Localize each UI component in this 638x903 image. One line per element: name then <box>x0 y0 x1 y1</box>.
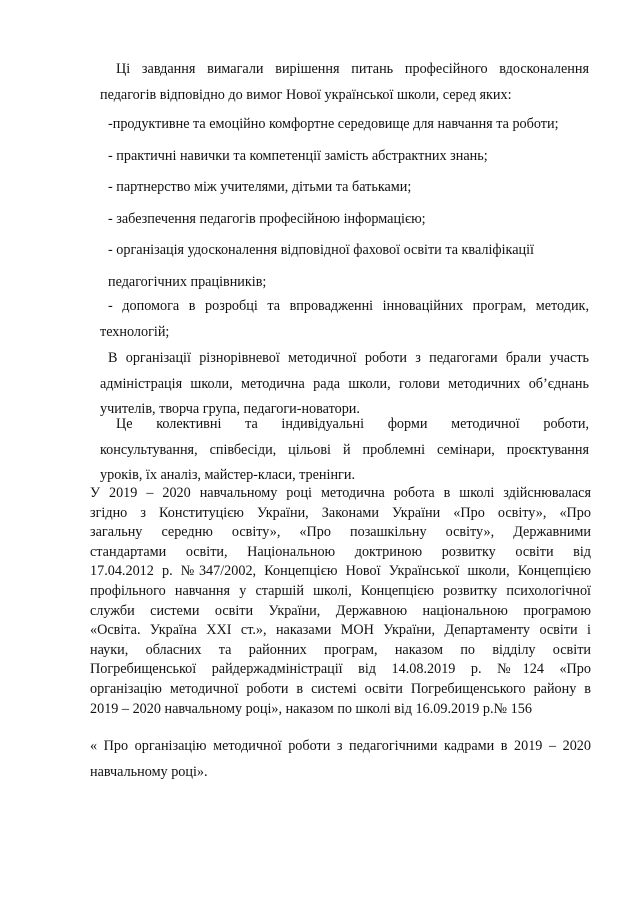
list-item: - забезпечення педагогів професійною інформацією; <box>108 210 426 227</box>
text-line: Це колективні та індивідуальні форми методичної роботи, <box>116 416 589 432</box>
text-line: В організації різнорівневої методичної роботи з педагогами брали участь <box>108 350 589 366</box>
list-item: - організація удосконалення відповідної фахової освіти та кваліфікації <box>108 242 534 258</box>
paragraph-forms <box>100 412 589 489</box>
list-item: - практичні навички та компетенції замість абстрактних знань; <box>108 147 488 164</box>
text-line: У 2019 – 2020 навчальному році методична робота в школі здійснювалася <box>90 485 591 501</box>
text-line: навчальному році». <box>90 763 208 780</box>
list-item: -продуктивне та емоційно комфортне середовище для навчання та роботи; <box>108 116 559 132</box>
list-item-continuation: педагогічних працівників; <box>108 273 267 290</box>
list-item-last <box>100 294 589 345</box>
text-line: стандартами освіти, Національною доктриною розвитку освіти від <box>90 543 591 560</box>
text-line: згідно з Конституцією України, Законами України «Про освіту», «Про <box>90 504 591 521</box>
text-line: уроків, їх аналіз, майстер-класи, тренінги. <box>100 467 356 484</box>
text-line: 17.04.2012 р. №347/2002, Концепцією Нової Української школи, Концепцією <box>90 563 591 580</box>
text-line: - допомога в розробці та впровадженні інноваційних програм, методик, <box>108 298 589 314</box>
text-line: адміністрація школи, методична рада школи, голови методичних об’єднань <box>100 375 589 392</box>
text-line: Погребищенської райдержадміністрації від 14.08.2019 р. №124 «Про <box>90 661 591 678</box>
text-line: «Освіта. Україна XXI ст.», наказами МОН України, Департаменту освіти і <box>90 622 591 639</box>
list-item: - партнерство між учителями, дітьми та батьками; <box>108 179 412 195</box>
text-line: педагогів відповідно до вимог Нової української школи, серед яких: <box>100 86 512 103</box>
paragraph-order-title <box>90 734 591 785</box>
text-line: профільного навчання у старшій школі, Концепцією розвитку психологічної <box>90 582 591 599</box>
text-line: науки, обласних та районних програм, наказом по відділу освіти <box>90 641 591 658</box>
text-line: учителів, творча група, педагоги-новатори. <box>100 401 360 418</box>
text-line: загальну середню освіту», «Про позашкільну освіту», Державними <box>90 524 591 541</box>
paragraph-legal-basis <box>90 484 591 719</box>
text-line: консультування, співбесіди, цільові й проблемні семінари, проєктування <box>100 441 589 458</box>
task-list <box>100 109 589 298</box>
text-line: « Про організацію методичної роботи з педагогічними кадрами в 2019 – 2020 <box>90 738 591 754</box>
text-line: 2019 – 2020 навчальному році», наказом по школі від 16.09.2019 р.№ 156 <box>90 700 532 717</box>
text-line: служби системи освіти України, Державною національною програмою <box>90 602 591 619</box>
text-line: Ці завдання вимагали вирішення питань професійного вдосконалення <box>116 61 589 77</box>
text-line: технологій; <box>100 323 170 340</box>
paragraph-intro <box>100 57 589 108</box>
text-line: організацію методичної роботи в системі освіти Погребищенського району в <box>90 680 591 697</box>
